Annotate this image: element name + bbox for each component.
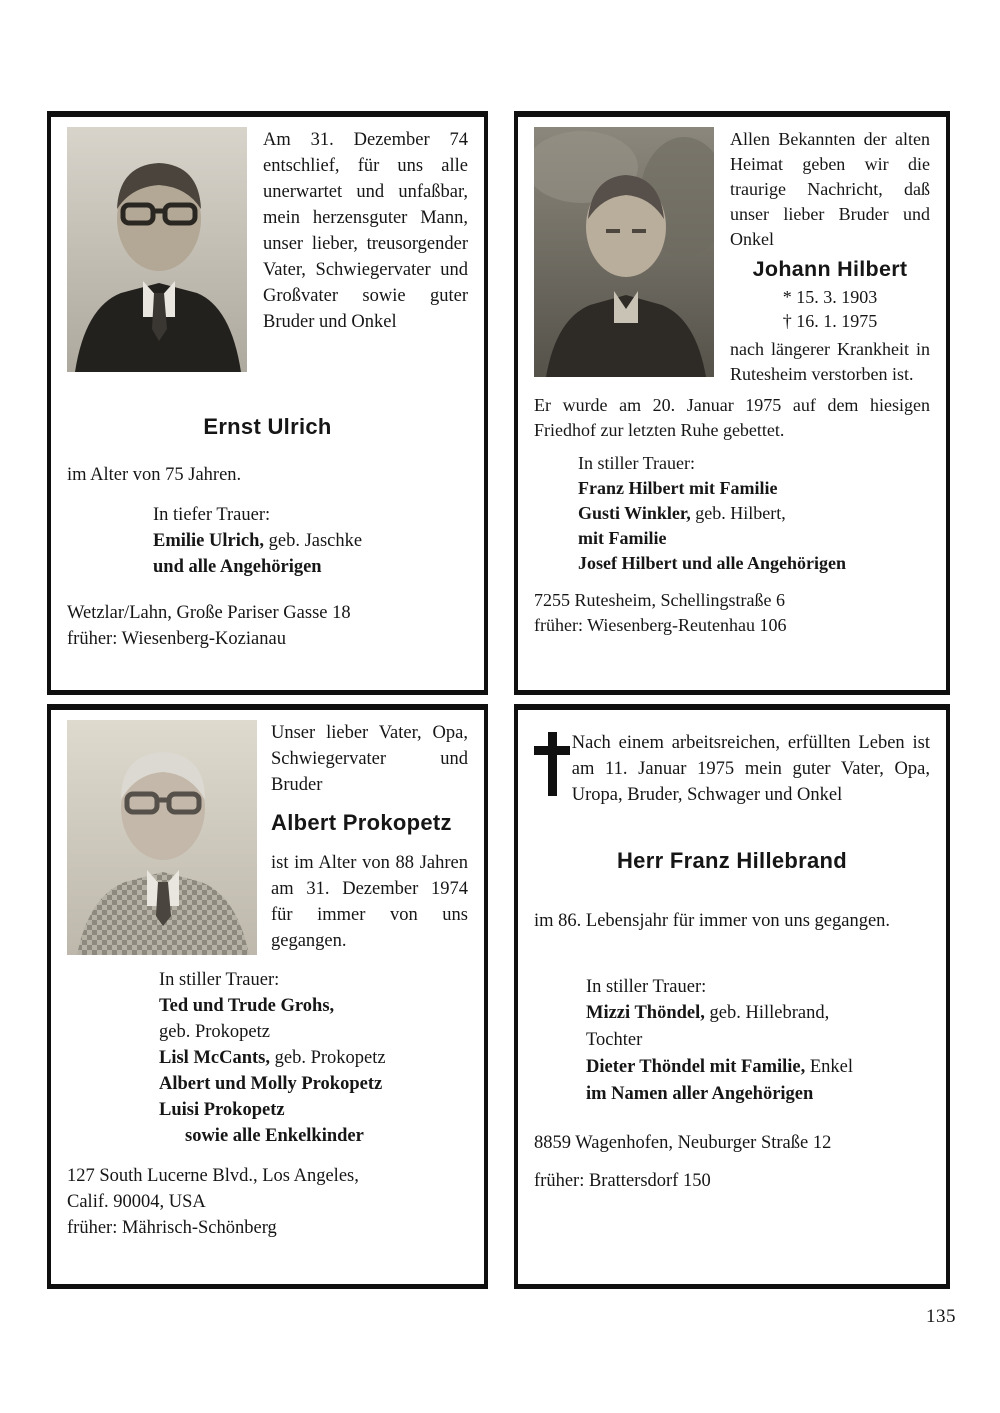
mourner-line: [159, 1097, 468, 1123]
death-date: † 16. 1. 1975: [782, 311, 878, 331]
intro-text: Am 31. Dezember 74 entschlief, für uns alle unerwartet und unfaßbar, mein herzensguter Mann, unser lieber, treusorgender Vater, Schwiegervater und Großvater sowie guter Bruder und Onkel: [263, 130, 468, 332]
address-block: [67, 1163, 468, 1241]
mourner-name: Luisi Prokopetz: [159, 1100, 285, 1120]
portrait-photo-johann-hilbert: [534, 127, 714, 387]
mourner-name: Lisl McCants,: [159, 1048, 270, 1068]
photo-and-intro-row: [67, 720, 468, 955]
mourner-line: [578, 501, 930, 526]
address-line: früher: Mährisch-Schönberg: [67, 1218, 277, 1238]
address-block: [534, 588, 930, 638]
address-line: Calif. 90004, USA: [67, 1192, 206, 1212]
mourner-line: [586, 1054, 930, 1081]
mourner-name: Gusti Winkler,: [578, 503, 691, 523]
cross-icon: [534, 732, 548, 796]
mourning-label: In tiefer Trauer:: [153, 505, 271, 525]
mourner-line: [153, 528, 468, 554]
intro-text: Nach einem arbeitsreichen, erfüllten Leben ist am 11. Januar 1975 mein guter Vater, Opa, Uropa, Bruder, Schwager und Onkel: [571, 733, 930, 805]
mourner-line: [578, 476, 930, 501]
address-line: 8859 Wagenhofen, Neuburger Straße 12: [534, 1133, 832, 1153]
mourner-name: Josef Hilbert und alle Angehörigen: [578, 553, 847, 573]
birth-date: * 15. 3. 1903: [782, 287, 878, 307]
mourner-name: sowie alle Enkelkinder: [185, 1126, 364, 1146]
body-text: im 86. Lebensjahr für immer von uns gegangen.: [534, 911, 891, 931]
address-line: früher: Brattersdorf 150: [534, 1171, 711, 1191]
mourner-name: im Namen aller Angehörigen: [586, 1084, 814, 1104]
intro-column: [271, 720, 468, 955]
address-line: 7255 Rutesheim, Schellingstraße 6: [534, 590, 785, 610]
intro-text: Allen Bekannten der alten Heimat geben wir die traurige Nachricht, daß unser lieber Bruder und Onkel: [730, 129, 930, 249]
page-number: 135: [926, 1306, 956, 1327]
portrait-photo-albert-prokopetz: [67, 720, 257, 955]
cross-and-intro-row: [534, 730, 930, 808]
body-text: ist im Alter von 88 Jahren am 31. Dezember 1974 für immer von uns gegangen.: [271, 853, 468, 951]
deceased-name: Albert Prokopetz: [271, 810, 452, 835]
mourner-line: [185, 1123, 468, 1149]
intro-column: [730, 127, 930, 387]
mourner-line: [586, 1027, 930, 1054]
mourner-name: Franz Hilbert mit Familie: [578, 478, 778, 498]
mourner-suffix: geb. Prokopetz: [270, 1048, 386, 1068]
mourning-label: In stiller Trauer:: [586, 977, 707, 997]
address-block: [534, 1130, 930, 1194]
deceased-name: Johann Hilbert: [752, 257, 908, 281]
illness-text: nach längerer Krankheit in Rutesheim verstorben ist.: [730, 339, 930, 384]
address-line: früher: Wiesenberg-Kozianau: [67, 629, 286, 649]
mourner-line: [578, 551, 930, 576]
mourner-suffix: Enkel: [805, 1057, 854, 1077]
address-line: Wetzlar/Lahn, Große Pariser Gasse 18: [67, 603, 351, 623]
notice-franz-hillebrand: [514, 704, 950, 1289]
mourner-suffix: geb. Prokopetz: [159, 1022, 270, 1042]
mourner-line: [159, 1071, 468, 1097]
mourner-name: Mizzi Thöndel,: [586, 1003, 705, 1023]
mourner-line: [159, 1045, 468, 1071]
mourner-line: [586, 1000, 930, 1027]
burial-text: Er wurde am 20. Januar 1975 auf dem hiesigen Friedhof zur letzten Ruhe gebettet.: [534, 395, 930, 440]
mourner-line: [159, 1019, 468, 1045]
mourner-name: mit Familie: [578, 528, 667, 548]
notice-johann-hilbert: [514, 111, 950, 695]
photo-and-intro-row: [534, 127, 930, 387]
mourner-name: und alle Angehörigen: [153, 557, 322, 577]
portrait-photo-ernst-ulrich: [67, 127, 247, 372]
mourner-suffix: geb. Hilbert,: [690, 503, 786, 523]
mourner-suffix: Tochter: [586, 1030, 643, 1050]
address-line: früher: Wiesenberg-Reutenhau 106: [534, 615, 787, 635]
mourner-line: [586, 1081, 930, 1108]
mourner-name: Dieter Thöndel mit Familie,: [586, 1057, 806, 1077]
mourner-line: [578, 526, 930, 551]
mourner-suffix: geb. Jaschke: [263, 531, 363, 551]
notice-ernst-ulrich: [47, 111, 488, 695]
mourning-label: In stiller Trauer:: [578, 453, 695, 473]
deceased-name: Herr Franz Hillebrand: [616, 848, 848, 873]
mourner-suffix: geb. Hillebrand,: [704, 1003, 830, 1023]
deceased-name: Ernst Ulrich: [203, 414, 332, 439]
mourner-line: [159, 993, 468, 1019]
intro-text: Unser lieber Vater, Opa, Schwiegervater und Bruder: [271, 723, 468, 795]
mourner-name: Albert und Molly Prokopetz: [159, 1074, 383, 1094]
mourning-label: In stiller Trauer:: [159, 970, 280, 990]
mourner-name: Emilie Ulrich,: [153, 531, 264, 551]
address-line: 127 South Lucerne Blvd., Los Angeles,: [67, 1166, 359, 1186]
notice-albert-prokopetz: [47, 704, 488, 1289]
mourner-line: [153, 554, 468, 580]
age-line: im Alter von 75 Jahren.: [67, 465, 242, 485]
photo-and-intro-row: [67, 127, 468, 372]
address-block: [67, 600, 468, 652]
mourner-name: Ted und Trude Grohs,: [159, 996, 335, 1016]
